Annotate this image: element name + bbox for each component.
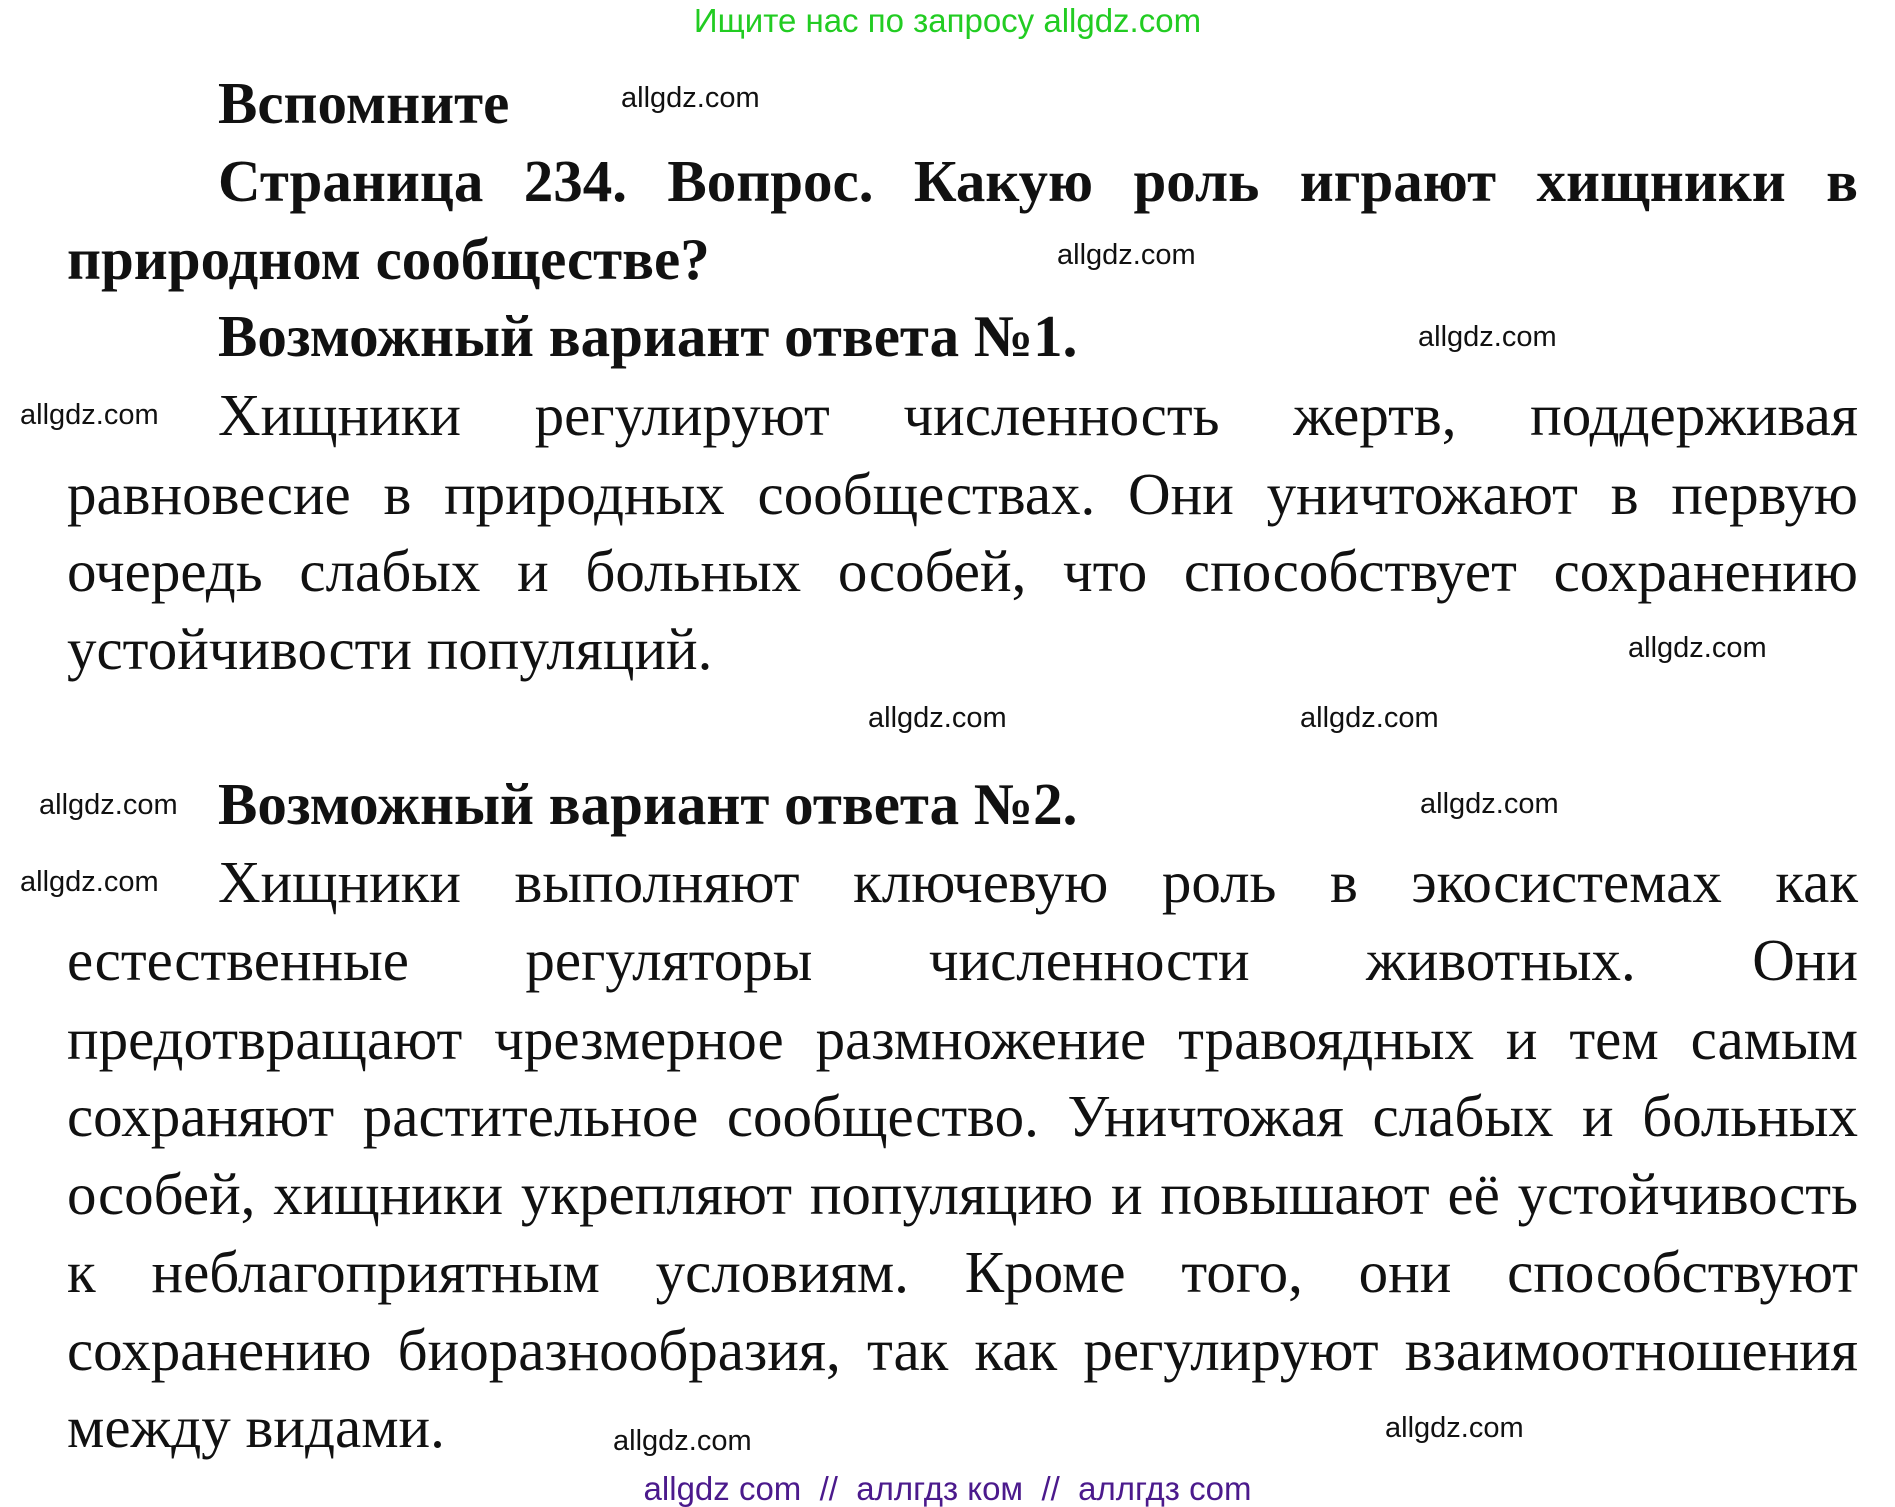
watermark: allgdz.com [1418,321,1557,353]
question-line: природном сообществе? [67,226,710,292]
answer1-line: устойчивости популяций. [67,616,713,682]
answer2-line: естественные регуляторы численности животных. Они [67,927,1858,993]
answer2-title: Возможный вариант ответа №2. [218,771,1078,837]
watermark: allgdz.com [1385,1412,1524,1444]
answer2-line: сохранению биоразнообразия, так как регулируют взаимоотношения [67,1317,1858,1383]
footer-banner: allgdz com // аллгдз ком // аллгдз com [643,1470,1252,1507]
watermark: allgdz.com [1420,788,1559,820]
watermark: allgdz.com [613,1425,752,1457]
watermark: allgdz.com [20,399,159,431]
answer2-line: между видами. [67,1394,445,1460]
question-line: Страница 234. Вопрос. Какую роль играют хищники в [218,148,1858,214]
answer1-title: Возможный вариант ответа №1. [218,303,1078,369]
answer2-line: сохраняют растительное сообщество. Уничтожая слабых и больных [67,1083,1858,1149]
answer2-line: особей, хищники укрепляют популяцию и повышают её устойчивость [67,1161,1858,1227]
answer1-line: равновесие в природных сообществах. Они уничтожают в первую [67,461,1858,527]
header-banner: Ищите нас по запросу allgdz.com [693,2,1202,39]
watermark: allgdz.com [621,82,760,114]
watermark: allgdz.com [1057,239,1196,271]
answer1-line: Хищники регулируют численность жертв, поддерживая [218,382,1858,448]
recall-heading: Вспомните [218,70,510,136]
watermark: allgdz.com [39,789,178,821]
watermark: allgdz.com [20,866,159,898]
answer2-line: предотвращают чрезмерное размножение травоядных и тем самым [67,1006,1858,1072]
answer2-line: к неблагоприятным условиям. Кроме того, они способствуют [67,1239,1858,1305]
answer2-line: Хищники выполняют ключевую роль в экосистемах как [218,849,1858,915]
watermark: allgdz.com [1300,702,1439,734]
answer1-line: очередь слабых и больных особей, что способствует сохранению [67,538,1858,604]
watermark: allgdz.com [1628,632,1767,664]
watermark: allgdz.com [868,702,1007,734]
